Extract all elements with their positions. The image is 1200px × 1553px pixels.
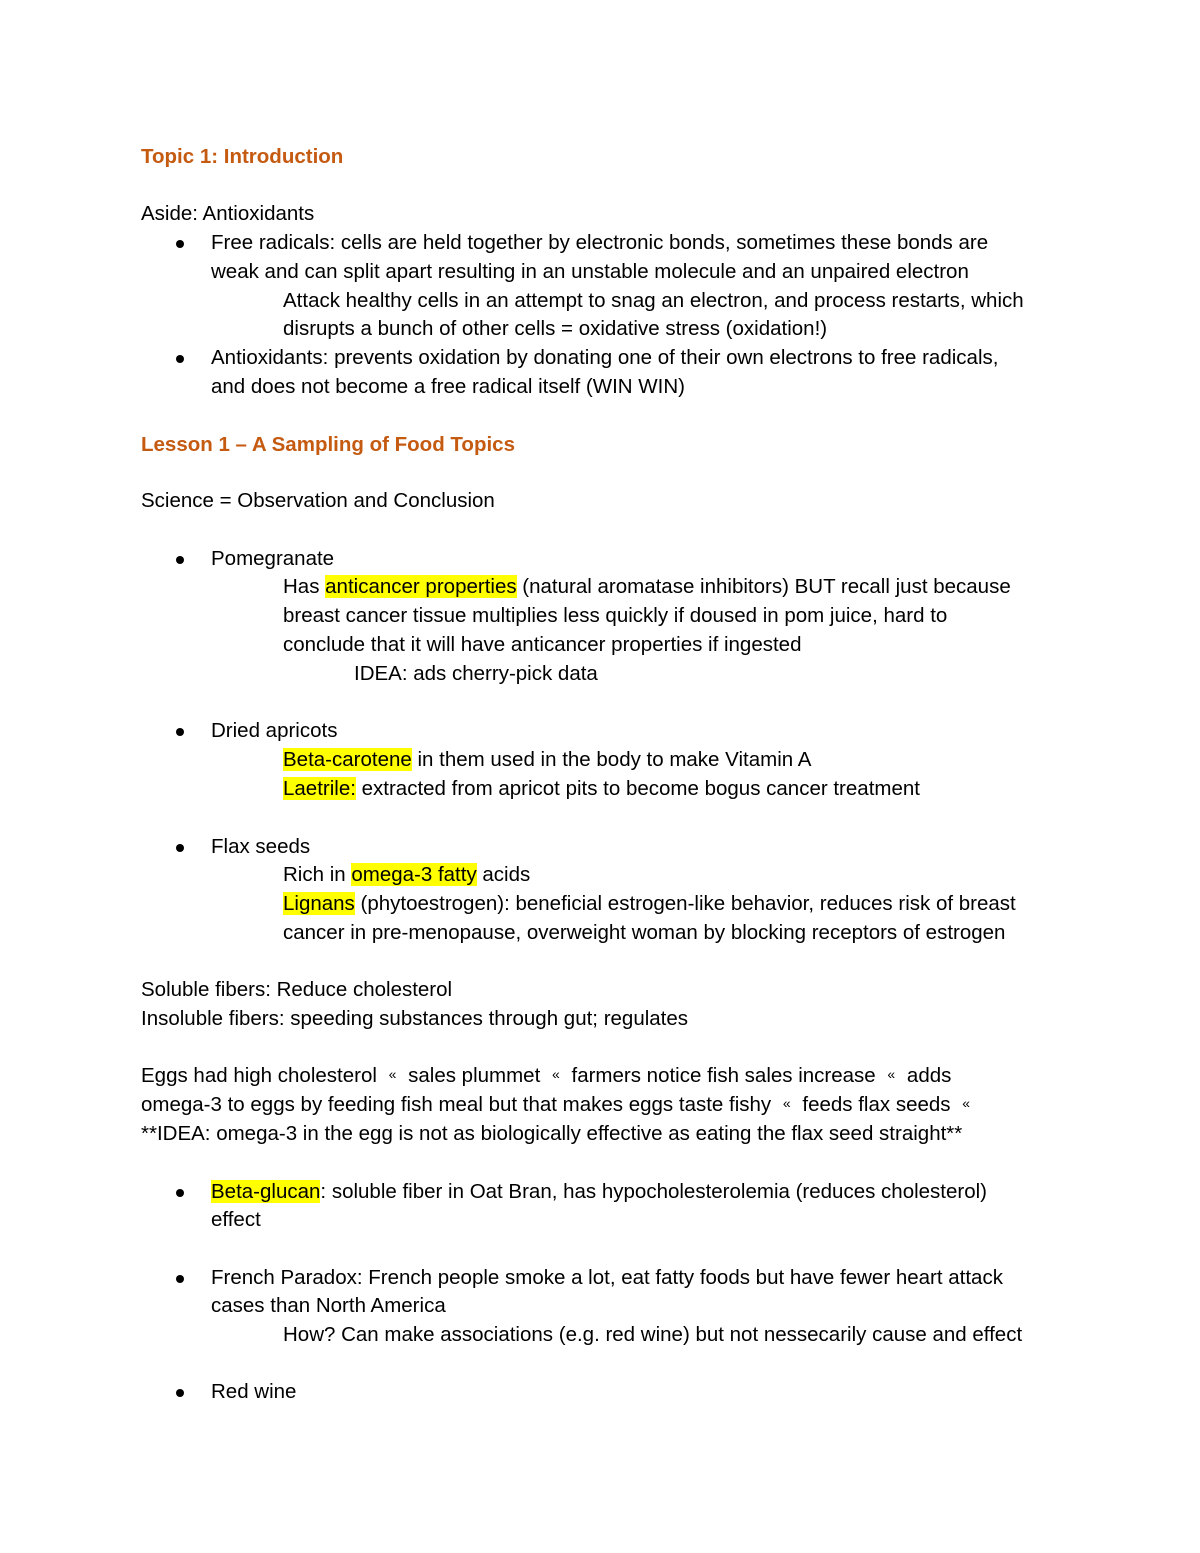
flax-line-2: [283, 889, 1016, 918]
highlighted-term: Laetrile:: [283, 777, 356, 800]
pomegranate-line-2: breast cancer tissue multiplies less quickly if doused in pom juice, hard to: [283, 604, 948, 627]
text-span: farmers notice fish sales increase: [571, 1064, 876, 1087]
pomegranate-line-1: [283, 572, 1011, 601]
beta-glucan-line-2: effect: [211, 1208, 261, 1231]
flax-line-3: cancer in pre-menopause, overweight woman by blocking receptors of estrogen: [283, 921, 1006, 944]
pomegranate-line-3: conclude that it will have anticancer properties if ingested: [283, 633, 802, 656]
text-span: extracted from apricot pits to become bogus cancer treatment: [355, 777, 920, 800]
text-span: adds: [906, 1064, 952, 1087]
bullet-icon: [176, 728, 184, 736]
text-span: acids: [476, 863, 531, 886]
free-radicals-line-3: Attack healthy cells in an attempt to snag an electron, and process restarts, which: [283, 289, 1024, 312]
text-span: (phytoestrogen): beneficial estrogen-like behavior, reduces risk of breast: [354, 892, 1016, 915]
text-span: in them used in the body to make Vitamin A: [411, 748, 812, 771]
bullet-icon: [176, 844, 184, 852]
text-span: sales plummet: [408, 1064, 541, 1087]
aside-label: Aside: Antioxidants: [141, 202, 315, 225]
antioxidants-line-1: Antioxidants: prevents oxidation by donating one of their own electrons to free radicals,: [211, 346, 999, 369]
bullet-icon: [176, 1275, 184, 1283]
beta-glucan-line-1: [211, 1177, 987, 1206]
soluble-fibers: Soluble fibers: Reduce cholesterol: [141, 978, 453, 1001]
eggs-line-1: [141, 1061, 951, 1092]
highlighted-term: Lignans: [283, 892, 355, 915]
apricots-line-1: [283, 745, 811, 774]
pomegranate-idea: IDEA: ads cherry-pick data: [354, 662, 598, 685]
arrow-icon: «: [552, 1066, 560, 1082]
text-span: omega-3 to eggs by feeding fish meal but that makes eggs taste fishy: [141, 1093, 772, 1116]
text-span: Rich in: [283, 863, 352, 886]
science-line: Science = Observation and Conclusion: [141, 489, 495, 512]
pomegranate-label: Pomegranate: [211, 547, 335, 570]
arrow-icon: «: [388, 1066, 397, 1082]
bullet-icon: [176, 1389, 184, 1397]
lesson-heading: Lesson 1 – A Sampling of Food Topics: [141, 433, 515, 456]
french-paradox-line-3: How? Can make associations (e.g. red wine) but not nessecarily cause and effect: [283, 1323, 1023, 1346]
bullet-icon: [176, 355, 184, 363]
french-paradox-line-2: cases than North America: [211, 1294, 446, 1317]
highlighted-term: Beta-glucan: [211, 1180, 321, 1203]
antioxidants-line-2: and does not become a free radical itself (WIN WIN): [211, 375, 685, 398]
apricots-line-2: [283, 774, 920, 803]
text-span: : soluble fiber in Oat Bran, has hypocholesterolemia (reduces cholesterol): [320, 1180, 988, 1203]
arrow-icon: «: [962, 1095, 971, 1111]
flax-label: Flax seeds: [211, 835, 311, 858]
free-radicals-line-4: disrupts a bunch of other cells = oxidative stress (oxidation!): [283, 317, 828, 340]
highlighted-term: Beta-carotene: [283, 748, 412, 771]
eggs-idea: **IDEA: omega-3 in the egg is not as biologically effective as eating the flax seed straight**: [141, 1122, 963, 1145]
insoluble-fibers: Insoluble fibers: speeding substances through gut; regulates: [141, 1007, 689, 1030]
highlighted-term: anticancer properties: [325, 575, 517, 598]
free-radicals-line-2: weak and can split apart resulting in an unstable molecule and an unpaired electron: [211, 260, 969, 283]
bullet-icon: [176, 556, 184, 564]
text-span: Has: [283, 575, 326, 598]
apricots-label: Dried apricots: [211, 719, 338, 742]
eggs-line-2: [141, 1090, 976, 1121]
text-span: (natural aromatase inhibitors) BUT recall just because: [516, 575, 1011, 598]
topic-heading: Topic 1: Introduction: [141, 145, 344, 168]
highlighted-term: omega-3 fatty: [351, 863, 477, 886]
red-wine-label: Red wine: [211, 1380, 297, 1403]
arrow-icon: «: [782, 1095, 791, 1111]
french-paradox-line-1: French Paradox: French people smoke a lot, eat fatty foods but have fewer heart attack: [211, 1266, 1003, 1289]
free-radicals-line-1: Free radicals: cells are held together by electronic bonds, sometimes these bonds are: [211, 231, 989, 254]
text-span: feeds flax seeds: [802, 1093, 951, 1116]
flax-line-1: [283, 860, 530, 889]
text-span: Eggs had high cholesterol: [141, 1064, 377, 1087]
arrow-icon: «: [887, 1066, 896, 1082]
bullet-icon: [176, 1189, 184, 1197]
bullet-icon: [176, 240, 184, 248]
